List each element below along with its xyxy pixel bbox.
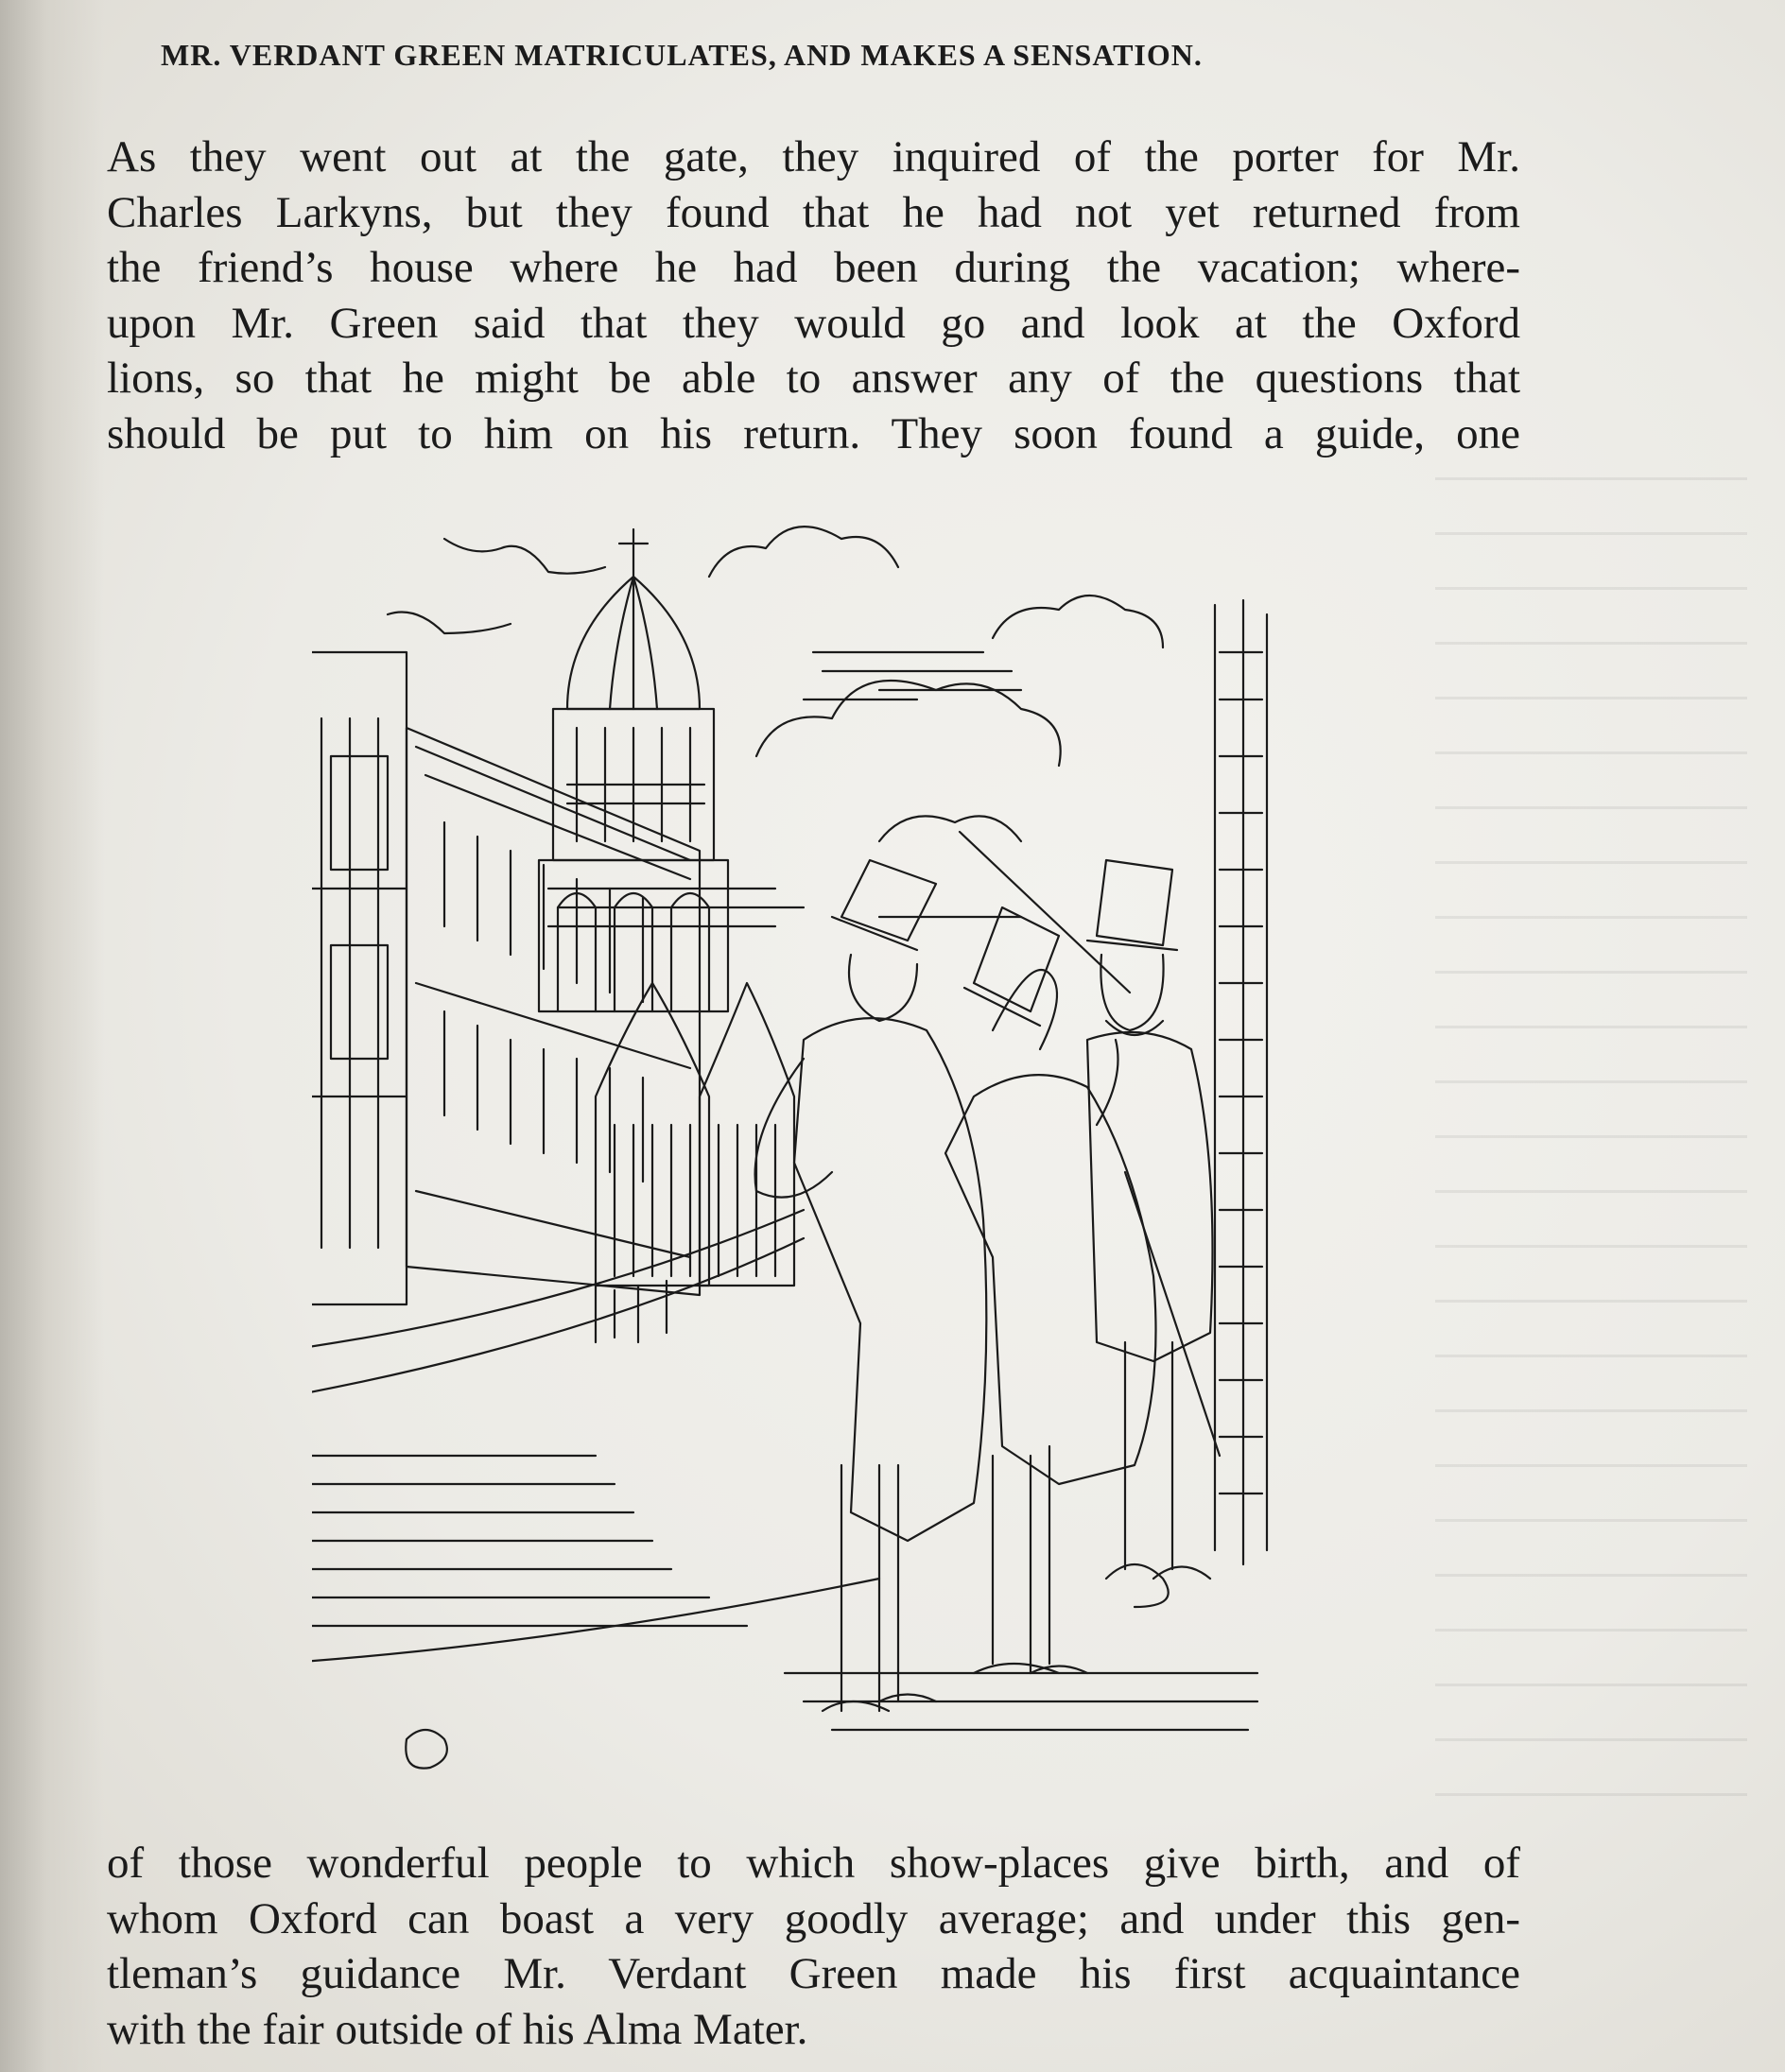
figure-legs [993, 1446, 1049, 1673]
text-line: lions, so that he might be able to answer any of the questions that [107, 354, 1520, 403]
engraving-icon [312, 510, 1314, 1796]
tower-cross [619, 529, 648, 577]
figure-top-hat [832, 860, 936, 950]
cloud-line [804, 652, 1021, 699]
show-through-text [1435, 473, 1747, 1796]
cloud-line [709, 527, 898, 577]
paragraph-top [107, 130, 1520, 461]
text-line: As they went out at the gate, they inquired of the porter for Mr. [107, 132, 1520, 181]
figure-legs [1125, 1342, 1172, 1569]
right-wall [1215, 600, 1267, 1564]
right-wall-hatching [1220, 652, 1262, 1494]
turret-detail [719, 1125, 775, 1276]
text-line: of those wonderful people to which show-places give birth, and of [107, 1839, 1520, 1888]
corner-pavilion [312, 652, 407, 1304]
figure-coat [794, 1018, 986, 1541]
cloud-line [993, 596, 1163, 648]
tower-lower-arches [558, 893, 709, 1011]
paragraph-bottom [107, 1836, 1520, 2057]
text-line: tleman’s guidance Mr. Verdant Green made his first acquaintance [107, 1949, 1520, 1998]
street-edge [312, 1238, 804, 1399]
figure-shoes [1106, 1564, 1210, 1607]
text-line: whom Oxford can boast a very goodly average; and under this gen- [107, 1893, 1520, 1943]
cloud-line [548, 889, 1021, 926]
text-line: Charles Larkyns, but they found that he had not yet returned from [107, 187, 1520, 237]
facade-windows [444, 1011, 643, 1182]
text-line: the friend’s house where he had been during the vacation; where- [107, 243, 1520, 292]
text-line: should be put to him on his return. They soon found a guide, one [107, 408, 1520, 458]
cloud-line [879, 816, 1021, 841]
figure-head [1100, 955, 1163, 1030]
figure-head [849, 955, 917, 1021]
pavement-hatching [312, 1456, 747, 1626]
cloud-line [444, 539, 605, 574]
figure-coat [1087, 1032, 1213, 1361]
figure-scarf [1097, 1021, 1163, 1125]
text-line: with the fair outside of his Alma Mater. [107, 2004, 808, 2054]
figure-top-hat [1087, 860, 1177, 950]
ground-object [406, 1730, 447, 1769]
facade-cornice [416, 983, 690, 1257]
tower-dome-ribs [610, 577, 657, 709]
figure-stick [960, 832, 1130, 993]
street-edge [312, 1579, 879, 1664]
cloud-line [388, 613, 511, 634]
running-header: MR. VERDANT GREEN MATRICULATES, AND MAKES A SENSATION. [161, 38, 1203, 72]
turret-right [700, 983, 794, 1286]
figure-top-hat [964, 907, 1059, 1026]
engraving-illustration [312, 510, 1314, 1796]
page-gutter-shadow [0, 0, 104, 2072]
text-line: upon Mr. Green said that they would go and look at the Oxford [107, 298, 1520, 348]
tower-windows [567, 785, 704, 803]
corner-pavilion-detail [312, 718, 407, 1248]
cloud-line [756, 681, 1061, 766]
